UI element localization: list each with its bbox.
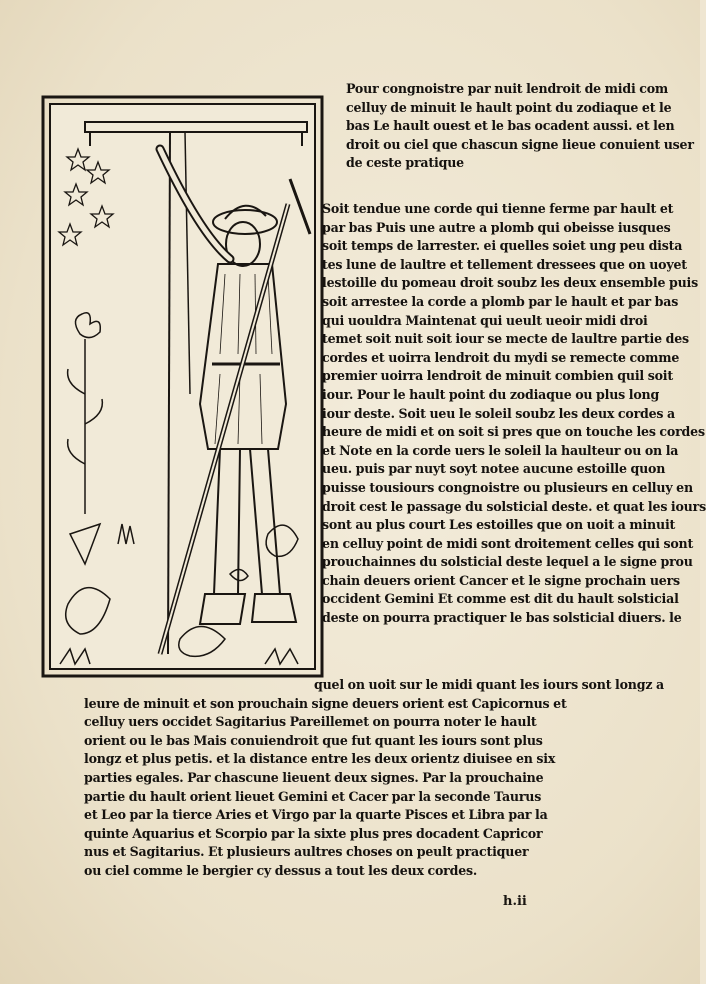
text-line: Soit tendue une corde qui tienne ferme par hault et xyxy=(322,201,674,216)
text-line: par bas Puis une autre a plomb qui obeisse iusques xyxy=(322,219,671,235)
text-line: chain deuers orient Cancer et le signe prochain uers xyxy=(322,572,680,588)
text-line: nus et Sagitarius. Et plusieurs aultres choses on peult practiquer xyxy=(84,844,529,860)
text-line: tes lune de laultre et tellement dressees que on uoyet xyxy=(322,256,687,272)
text-line: premier uoirra lendroit de minuit combien quil soit xyxy=(322,368,673,384)
bottom-text-block xyxy=(84,676,664,881)
text-line: orient ou le bas Mais conuiendroit que fut quant les iours sont plus xyxy=(84,732,543,748)
text-line: soit arrestee la corde a plomb par le hault et par bas xyxy=(322,293,679,309)
text-line: Pour congnoistre par nuit lendroit de midi com xyxy=(346,81,669,96)
text-line: longz et plus petis. et la distance entre les deux orientz diuisee en six xyxy=(84,751,556,767)
text-line: iour deste. Soit ueu le soleil soubz les deux cordes a xyxy=(322,405,675,421)
text-line: celluy uers occidet Sagitarius Pareillemet on pourra noter le hault xyxy=(84,714,537,730)
right-text-block xyxy=(322,200,706,628)
text-line: et Leo par la tierce Aries et Virgo par la quarte Pisces et Libra par la xyxy=(84,807,548,823)
text-line: deste on pourra practiquer le bas solsticial diuers. le xyxy=(322,610,682,626)
text-line: droit ou ciel que chascun signe lieue conuient user xyxy=(346,136,694,152)
text-line: parties egales. Par chascune lieuent deux signes. Par la prouchaine xyxy=(84,769,544,785)
text-line: ou ciel comme le bergier cy dessus a tout les deux cordes. xyxy=(84,862,478,878)
text-line: heure de midi et on soit si pres que on touche les cordes xyxy=(322,424,705,440)
text-line: sont au plus court Les estoilles que on uoit a minuit xyxy=(322,517,676,533)
text-line: quel on uoit sur le midi quant les iours sont longz a xyxy=(314,677,664,692)
top-text-block xyxy=(346,80,694,173)
woodcut-illustration xyxy=(40,94,325,679)
text-line: soit temps de larrester. ei quelles soiet ung peu dista xyxy=(322,238,683,254)
text-line: ueu. puis par nuyt soyt notee aucune estoille quon xyxy=(322,461,666,477)
signature-mark: h.ii xyxy=(503,894,527,909)
text-line: partie du hault orient lieuet Gemini et Cacer par la seconde Taurus xyxy=(84,788,542,804)
text-line: prouchainnes du solsticial deste lequel a le signe prou xyxy=(322,554,693,570)
text-line: bas Le hault ouest et le bas ocadent aussi. et len xyxy=(346,118,675,134)
text-line: celluy de minuit le hault point du zodiaque et le xyxy=(346,99,672,115)
shepherd-woodcut-icon xyxy=(40,94,325,679)
text-line: quinte Aquarius et Scorpio par la sixte plus pres docadent Capricor xyxy=(84,825,543,841)
text-line: leure de minuit et son prouchain signe deuers orient est Capicornus et xyxy=(84,695,567,711)
text-line: cordes et uoirra lendroit du mydi se remecte comme xyxy=(322,349,680,365)
text-line: de ceste pratique xyxy=(346,155,464,171)
text-line: qui uouldra Maintenat qui ueult ueoir midi droi xyxy=(322,312,648,328)
text-line: lestoille du pomeau droit soubz les deux ensemble puis xyxy=(322,275,699,291)
text-line: iour. Pour le hault point du zodiaque ou plus long xyxy=(322,386,660,402)
text-line: temet soit nuit soit iour se mecte de laultre partie des xyxy=(322,331,689,347)
text-line: puisse tousiours congnoistre ou plusieurs en celluy en xyxy=(322,479,693,495)
text-line: en celluy point de midi sont droitement celles qui sont xyxy=(322,535,694,551)
text-line: et Note en la corde uers le soleil la haulteur ou on la xyxy=(322,442,679,458)
text-line: droit cest le passage du solsticial deste. et quat les iours xyxy=(322,498,706,514)
text-line: occident Gemini Et comme est dit du hault solsticial xyxy=(322,591,679,607)
